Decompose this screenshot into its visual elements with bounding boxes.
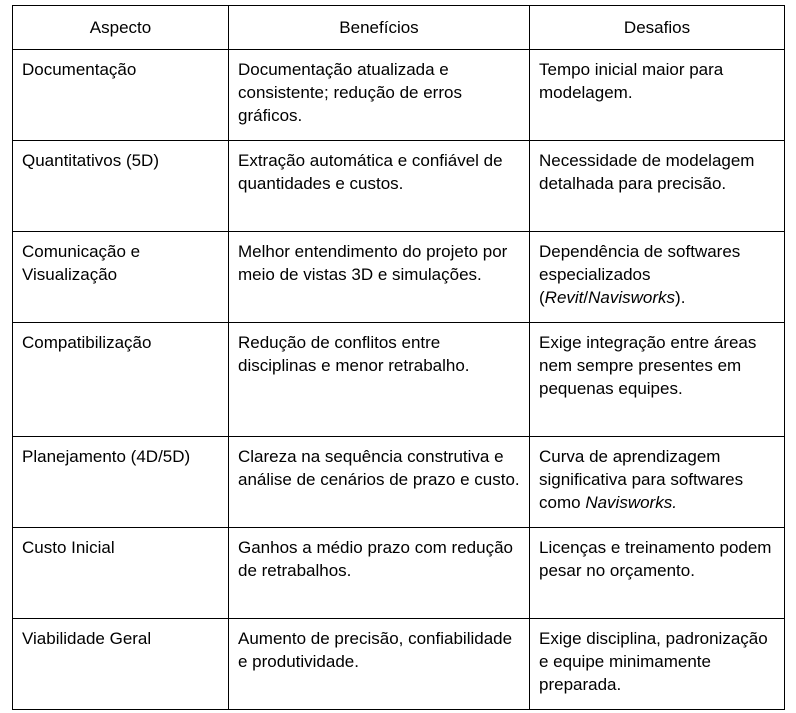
cell-benefit: Redução de conflitos entre disciplinas e menor retrabalho. <box>229 323 530 437</box>
cell-aspect: Compatibilização <box>13 323 229 437</box>
cell-benefit: Clareza na sequência construtiva e análise de cenários de prazo e custo. <box>229 437 530 528</box>
cell-challenge: Tempo inicial maior para modelagem. <box>530 50 785 141</box>
challenge-text: Dependência de softwares especializados <box>539 242 741 284</box>
cell-benefit: Ganhos a médio prazo com redução de retrabalhos. <box>229 528 530 619</box>
header-benefits: Benefícios <box>229 6 530 50</box>
challenge-paren-open: ( <box>539 288 545 307</box>
cell-aspect: Documentação <box>13 50 229 141</box>
table-header-row <box>13 6 785 50</box>
cell-challenge <box>530 232 785 323</box>
header-aspect: Aspecto <box>13 6 229 50</box>
cell-challenge: Necessidade de modelagem detalhada para precisão. <box>530 141 785 232</box>
cell-benefit: Aumento de precisão, confiabilidade e produtividade. <box>229 619 530 710</box>
challenge-separator: / <box>583 288 589 307</box>
cell-aspect: Custo Inicial <box>13 528 229 619</box>
table-row <box>13 323 785 437</box>
table-row <box>13 141 785 232</box>
table-row <box>13 619 785 710</box>
header-challenges: Desafios <box>530 6 785 50</box>
table-row <box>13 232 785 323</box>
software-navisworks: Navisworks. <box>585 493 677 512</box>
cell-benefit: Documentação atualizada e consistente; redução de erros gráficos. <box>229 50 530 141</box>
cell-challenge: Exige disciplina, padronização e equipe minimamente preparada. <box>530 619 785 710</box>
software-revit: Revit <box>544 288 584 307</box>
comparison-table <box>12 5 785 710</box>
cell-challenge <box>530 437 785 528</box>
challenge-text: Curva de aprendizagem significativa para softwares como <box>539 447 744 512</box>
software-navisworks: Navisworks <box>588 288 676 307</box>
challenge-paren-close: ). <box>675 288 686 307</box>
table-row <box>13 528 785 619</box>
cell-benefit: Extração automática e confiável de quantidades e custos. <box>229 141 530 232</box>
cell-challenge: Exige integração entre áreas nem sempre presentes em pequenas equipes. <box>530 323 785 437</box>
cell-benefit: Melhor entendimento do projeto por meio de vistas 3D e simulações. <box>229 232 530 323</box>
cell-challenge: Licenças e treinamento podem pesar no orçamento. <box>530 528 785 619</box>
cell-aspect: Viabilidade Geral <box>13 619 229 710</box>
cell-aspect: Planejamento (4D/5D) <box>13 437 229 528</box>
cell-aspect: Quantitativos (5D) <box>13 141 229 232</box>
table-row <box>13 437 785 528</box>
table-row <box>13 50 785 141</box>
cell-aspect: Comunicação e Visualização <box>13 232 229 323</box>
